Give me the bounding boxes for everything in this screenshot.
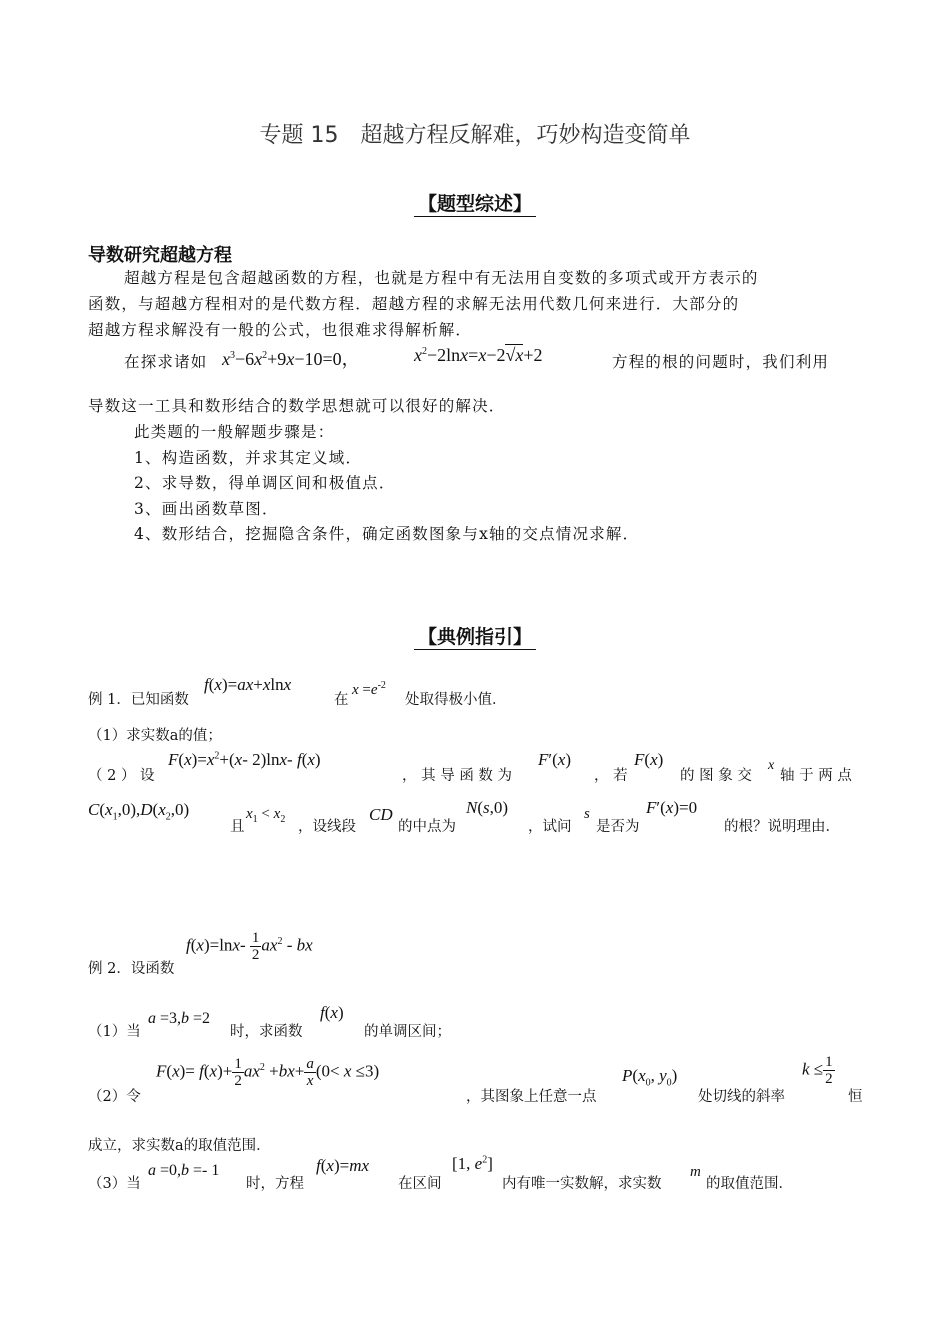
example2-q1-c: 的单调区间；	[364, 1024, 451, 1040]
section-heading-overview: 【题型综述】	[0, 189, 950, 216]
example1-function: f(x)=ax+xlnx	[204, 675, 292, 694]
example2-q2-k: k ≤ $\frac{1}{2}$	[802, 1054, 833, 1087]
example1-lead: 例 1．已知函数	[88, 692, 189, 708]
example2-q3-m: m	[690, 1164, 701, 1180]
example1-q2-ineq: $x_1 < x_2$	[246, 806, 286, 825]
example2-lead: 例 2．设函数	[88, 961, 175, 977]
example1-q2-eq: F′(x)=0	[646, 798, 698, 817]
example1-q2-f: 且	[230, 819, 245, 835]
equation-cubic: $x^3-6x^2+9x-10=0$，	[222, 349, 360, 369]
step-item: 3、画出函数草图．	[134, 500, 279, 518]
paragraph-line: 超越方程是包含超越函数的方程，也就是方程中有无法用自变数的多项式或开方表示的	[124, 269, 759, 287]
example1-point: $x =e^{-2}$	[352, 680, 386, 698]
example1-q2-F2: F(x)	[634, 750, 664, 769]
example2-q3-d: 内有唯一实数解，求实数	[502, 1176, 662, 1192]
example2-q3-a: （3）当	[88, 1176, 141, 1192]
example1-q2-c: ， 若	[594, 768, 628, 784]
example2-q3-e: 的取值范围．	[706, 1176, 793, 1192]
example1-q2-j: 是否为	[596, 819, 640, 835]
example2-q1-ab: a =3,b =2	[148, 1010, 211, 1027]
example1-q2-a: （ 2 ） 设	[88, 768, 155, 784]
example2-q3-ab: a =0,b =- 1	[148, 1162, 220, 1179]
example2-q2-line2: 成立，求实数a的取值范围．	[88, 1138, 271, 1154]
example1-q2-i: ，试问	[528, 819, 572, 835]
page-title: 专题 15 超越方程反解难，巧妙构造变简单	[259, 123, 691, 148]
example2-function: f(x)=lnx- $\frac{1}{2}$ $ax^2$ - bx	[186, 930, 313, 963]
step-item: 4、数形结合，挖掘隐含条件，确定函数图象与x轴的交点情况求解．	[134, 525, 640, 543]
example2-q3-b: 时，方程	[246, 1176, 304, 1192]
example1-q2-e: 轴 于 两 点	[780, 768, 852, 784]
topic-heading: 导数研究超越方程	[88, 245, 232, 266]
example2-q2-c: 处切线的斜率	[698, 1089, 785, 1105]
example2-q3-eq: f(x)=mx	[316, 1156, 370, 1175]
example1-q2-k: 的根？说明理由．	[724, 819, 840, 835]
example1-q2-s: s	[584, 806, 590, 822]
example2-q3-interval: [1, $e^2$]	[452, 1154, 493, 1173]
example2-q1-b: 时，求函数	[230, 1024, 303, 1040]
example2-q2-P: $P(x_0$, $y_0$)	[622, 1066, 678, 1089]
example1-q2-h: 的中点为	[398, 819, 456, 835]
example1-q2-g: ，设线段	[298, 819, 356, 835]
example1-q2-N: N(s,0)	[466, 798, 509, 817]
example1-q2-b: ， 其 导 函 数 为	[402, 768, 513, 784]
example1-mid: 在	[334, 692, 349, 708]
paragraph-tail: 方程的根的问题时，我们利用	[612, 353, 830, 371]
paragraph-line: 导数这一工具和数形结合的数学思想就可以很好的解决．	[88, 397, 506, 415]
paragraph-line: 函数，与超越方程相对的是代数方程．超越方程的求解无法用代数几何来进行．大部分的	[88, 295, 740, 313]
example2-q2-F: F(x)= f(x)+ $\frac{1}{2}$ $ax^2 +bx+$ $\frac{a}{x}$ (0< x ≤3)	[156, 1056, 380, 1089]
example1-q1: （1）求实数a的值；	[88, 728, 222, 744]
equation-log: $x^2-2\ln x=x-2√x+2$	[414, 345, 543, 365]
section-heading-examples: 【典例指引】	[0, 622, 950, 649]
paragraph-line: 超越方程求解没有一般的公式，也很难求得解析解．	[88, 321, 473, 339]
example1-q2-F: $F(x)=x^2+(x-$ 2)lnx- f(x)	[168, 750, 321, 769]
example1-tail: 处取得极小值．	[405, 692, 507, 708]
example2-q2-d: 恒	[848, 1089, 863, 1105]
example1-q2-CD: CD	[369, 805, 393, 824]
step-item: 1、构造函数，并求其定义域．	[134, 449, 363, 467]
steps-intro: 此类题的一般解题步骤是：	[134, 423, 335, 441]
example1-q2-points: $C(x_1,0),D(x_2,0)$	[88, 800, 190, 823]
example2-q1-a: （1）当	[88, 1024, 141, 1040]
example1-q2-x: x	[768, 758, 775, 773]
step-item: 2、求导数，得单调区间和极值点．	[134, 474, 396, 492]
example2-q3-c: 在区间	[398, 1176, 442, 1192]
example2-q2-a: （2）令	[88, 1089, 141, 1105]
example2-q2-b: ，其图象上任意一点	[466, 1089, 597, 1105]
example1-q2-Fprime: F′(x)	[538, 750, 571, 769]
example2-q1-f: f(x)	[320, 1003, 344, 1022]
example1-q2-d: 的 图 象 交	[680, 768, 752, 784]
paragraph-lead: 在探求诸如	[124, 353, 208, 371]
